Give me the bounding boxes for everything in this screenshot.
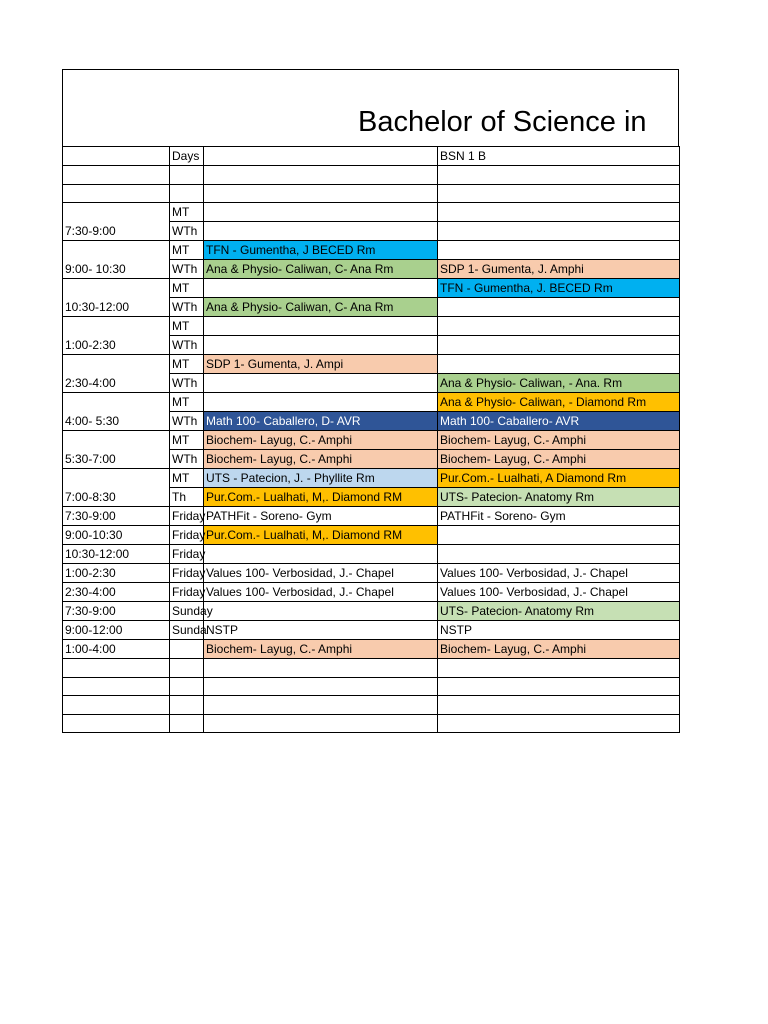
time-cell[interactable]: [63, 714, 170, 733]
time-cell[interactable]: [63, 393, 170, 412]
day-cell[interactable]: MT: [170, 279, 204, 298]
table-row: [63, 469, 680, 488]
course-cell-col2[interactable]: [438, 714, 680, 733]
day-cell[interactable]: WTh: [170, 450, 204, 469]
table-row: [63, 298, 680, 317]
title-cell[interactable]: [62, 69, 679, 146]
day-cell[interactable]: WTh: [170, 374, 204, 393]
course-cell-col1[interactable]: [204, 166, 438, 185]
time-cell[interactable]: 9:00-10:30: [63, 526, 170, 545]
table-row: [63, 222, 680, 241]
time-cell[interactable]: [63, 241, 170, 260]
course-cell-col2[interactable]: [438, 696, 680, 715]
time-cell[interactable]: 10:30-12:00: [63, 545, 170, 564]
course-cell-col2[interactable]: [438, 166, 680, 185]
time-cell[interactable]: 1:00-4:00: [63, 640, 170, 659]
table-row: [63, 336, 680, 355]
course-cell-col2[interactable]: PATHFit - Soreno- Gym: [438, 507, 680, 526]
course-cell-col1[interactable]: NSTP: [204, 621, 438, 640]
table-row: [63, 317, 680, 336]
course-cell-col2[interactable]: [438, 203, 680, 222]
table-row: [63, 714, 680, 733]
time-cell[interactable]: 5:30-7:00: [63, 450, 170, 469]
day-cell[interactable]: WTh: [170, 336, 204, 355]
course-cell-col2[interactable]: [438, 222, 680, 241]
course-cell-col1[interactable]: Pur.Com.- Lualhati, M,. Diamond RM: [204, 488, 438, 507]
course-cell-col2[interactable]: Biochem- Layug, C.- Amphi: [438, 431, 680, 450]
course-cell-col1[interactable]: Values 100- Verbosidad, J.- Chapel: [204, 564, 438, 583]
course-cell-col1[interactable]: Values 100- Verbosidad, J.- Chapel: [204, 583, 438, 602]
course-cell-col1[interactable]: Ana & Physio- Caliwan, C- Ana Rm: [204, 260, 438, 279]
table-row: [63, 677, 680, 696]
table-row: [63, 696, 680, 715]
course-cell-col1[interactable]: [204, 222, 438, 241]
table-row: [63, 241, 680, 260]
day-cell[interactable]: Friday: [170, 583, 204, 602]
day-cell[interactable]: Sunday: [170, 602, 204, 621]
table-row: [63, 640, 680, 659]
course-cell-col1[interactable]: TFN - Gumentha, J BECED Rm: [204, 241, 438, 260]
course-cell-col1[interactable]: [204, 184, 438, 203]
table-row: [63, 583, 680, 602]
time-cell[interactable]: 2:30-4:00: [63, 374, 170, 393]
table-row: [63, 279, 680, 298]
table-row: [63, 393, 680, 412]
course-cell-col2[interactable]: Pur.Com.- Lualhati, A Diamond Rm: [438, 469, 680, 488]
table-row: [63, 602, 680, 621]
time-cell[interactable]: 1:00-2:30: [63, 336, 170, 355]
course-cell-col1[interactable]: Pur.Com.- Lualhati, M,. Diamond RM: [204, 526, 438, 545]
day-cell[interactable]: MT: [170, 241, 204, 260]
course-cell-col2[interactable]: BSN 1 B: [438, 147, 680, 166]
day-cell[interactable]: WTh: [170, 412, 204, 431]
day-cell[interactable]: MT: [170, 203, 204, 222]
day-cell[interactable]: MT: [170, 393, 204, 412]
day-cell[interactable]: MT: [170, 431, 204, 450]
day-cell[interactable]: MT: [170, 355, 204, 374]
day-cell[interactable]: Friday: [170, 526, 204, 545]
course-cell-col2[interactable]: Biochem- Layug, C.- Amphi: [438, 640, 680, 659]
day-cell[interactable]: [170, 166, 204, 185]
course-cell-col1[interactable]: [204, 317, 438, 336]
day-cell[interactable]: [170, 677, 204, 696]
table-row: [63, 545, 680, 564]
time-cell[interactable]: 9:00- 10:30: [63, 260, 170, 279]
table-row: [63, 184, 680, 203]
day-cell[interactable]: Days: [170, 147, 204, 166]
course-cell-col2[interactable]: [438, 184, 680, 203]
time-cell[interactable]: 7:30-9:00: [63, 222, 170, 241]
day-cell[interactable]: WTh: [170, 260, 204, 279]
time-cell[interactable]: 1:00-2:30: [63, 564, 170, 583]
course-cell-col2[interactable]: [438, 526, 680, 545]
day-cell[interactable]: [170, 184, 204, 203]
course-cell-col1[interactable]: [204, 336, 438, 355]
spreadsheet: [62, 69, 679, 733]
course-cell-col1[interactable]: [204, 147, 438, 166]
time-cell[interactable]: 7:30-9:00: [63, 507, 170, 526]
course-cell-col2[interactable]: Values 100- Verbosidad, J.- Chapel: [438, 583, 680, 602]
day-cell[interactable]: Friday: [170, 564, 204, 583]
course-cell-col2[interactable]: [438, 317, 680, 336]
course-cell-col1[interactable]: [204, 659, 438, 678]
course-cell-col1[interactable]: [204, 602, 438, 621]
time-cell[interactable]: 4:00- 5:30: [63, 412, 170, 431]
table-row: [63, 488, 680, 507]
course-cell-col2[interactable]: Biochem- Layug, C.- Amphi: [438, 450, 680, 469]
course-cell-col2[interactable]: Ana & Physio- Caliwan, - Ana. Rm: [438, 374, 680, 393]
time-cell[interactable]: [63, 355, 170, 374]
course-cell-col2[interactable]: TFN - Gumentha, J. BECED Rm: [438, 279, 680, 298]
course-cell-col1[interactable]: Ana & Physio- Caliwan, C- Ana Rm: [204, 298, 438, 317]
time-cell[interactable]: [63, 166, 170, 185]
course-cell-col2[interactable]: [438, 241, 680, 260]
time-cell[interactable]: [63, 696, 170, 715]
course-cell-col1[interactable]: Biochem- Layug, C.- Amphi: [204, 640, 438, 659]
course-cell-col1[interactable]: Biochem- Layug, C.- Amphi: [204, 450, 438, 469]
day-cell[interactable]: [170, 696, 204, 715]
course-cell-col1[interactable]: [204, 393, 438, 412]
course-cell-col1[interactable]: SDP 1- Gumenta, J. Ampi: [204, 355, 438, 374]
table-row: [63, 260, 680, 279]
day-cell[interactable]: Friday: [170, 545, 204, 564]
time-cell[interactable]: 7:30-9:00: [63, 602, 170, 621]
table-row: [63, 203, 680, 222]
course-cell-col1[interactable]: Math 100- Caballero, D- AVR: [204, 412, 438, 431]
course-cell-col2[interactable]: UTS- Patecion- Anatomy Rm: [438, 488, 680, 507]
course-cell-col1[interactable]: [204, 696, 438, 715]
course-cell-col2[interactable]: Math 100- Caballero- AVR: [438, 412, 680, 431]
course-cell-col2[interactable]: NSTP: [438, 621, 680, 640]
table-row: [63, 147, 680, 166]
table-row: [63, 374, 680, 393]
table-row: [63, 507, 680, 526]
table-row: [63, 526, 680, 545]
time-cell[interactable]: [63, 469, 170, 488]
course-cell-col1[interactable]: PATHFit - Soreno- Gym: [204, 507, 438, 526]
table-row: [63, 355, 680, 374]
table-row: [63, 450, 680, 469]
time-cell[interactable]: [63, 279, 170, 298]
table-row: [63, 659, 680, 678]
course-cell-col1[interactable]: [204, 279, 438, 298]
time-cell[interactable]: 7:00-8:30: [63, 488, 170, 507]
day-cell[interactable]: WTh: [170, 298, 204, 317]
time-cell[interactable]: [63, 147, 170, 166]
course-cell-col1[interactable]: [204, 203, 438, 222]
day-cell[interactable]: [170, 714, 204, 733]
course-cell-col2[interactable]: [438, 677, 680, 696]
course-cell-col2[interactable]: Ana & Physio- Caliwan, - Diamond Rm: [438, 393, 680, 412]
course-cell-col2[interactable]: [438, 659, 680, 678]
course-cell-col1[interactable]: UTS - Patecion, J. - Phyllite Rm: [204, 469, 438, 488]
course-cell-col2[interactable]: SDP 1- Gumenta, J. Amphi: [438, 260, 680, 279]
day-cell[interactable]: MT: [170, 469, 204, 488]
time-cell[interactable]: [63, 659, 170, 678]
course-cell-col2[interactable]: [438, 336, 680, 355]
day-cell[interactable]: [170, 640, 204, 659]
day-cell[interactable]: Sunda: [170, 621, 204, 640]
day-cell[interactable]: [170, 659, 204, 678]
schedule-table: [62, 146, 680, 733]
table-row: [63, 621, 680, 640]
table-row: [63, 412, 680, 431]
day-cell[interactable]: WTh: [170, 222, 204, 241]
course-cell-col1[interactable]: [204, 545, 438, 564]
time-cell[interactable]: 10:30-12:00: [63, 298, 170, 317]
table-row: [63, 564, 680, 583]
course-cell-col2[interactable]: [438, 545, 680, 564]
day-cell[interactable]: MT: [170, 317, 204, 336]
page-title: Bachelor of Science in: [358, 106, 647, 138]
course-cell-col1[interactable]: [204, 374, 438, 393]
course-cell-col1[interactable]: Biochem- Layug, C.- Amphi: [204, 431, 438, 450]
course-cell-col1[interactable]: [204, 714, 438, 733]
time-cell[interactable]: [63, 677, 170, 696]
course-cell-col2[interactable]: UTS- Patecion- Anatomy Rm: [438, 602, 680, 621]
time-cell[interactable]: [63, 431, 170, 450]
day-cell[interactable]: Th: [170, 488, 204, 507]
course-cell-col2[interactable]: [438, 298, 680, 317]
course-cell-col1[interactable]: [204, 677, 438, 696]
time-cell[interactable]: 2:30-4:00: [63, 583, 170, 602]
course-cell-col2[interactable]: [438, 355, 680, 374]
course-cell-col2[interactable]: Values 100- Verbosidad, J.- Chapel: [438, 564, 680, 583]
table-row: [63, 431, 680, 450]
time-cell[interactable]: 9:00-12:00: [63, 621, 170, 640]
time-cell[interactable]: [63, 317, 170, 336]
time-cell[interactable]: [63, 203, 170, 222]
table-row: [63, 166, 680, 185]
time-cell[interactable]: [63, 184, 170, 203]
day-cell[interactable]: Friday: [170, 507, 204, 526]
